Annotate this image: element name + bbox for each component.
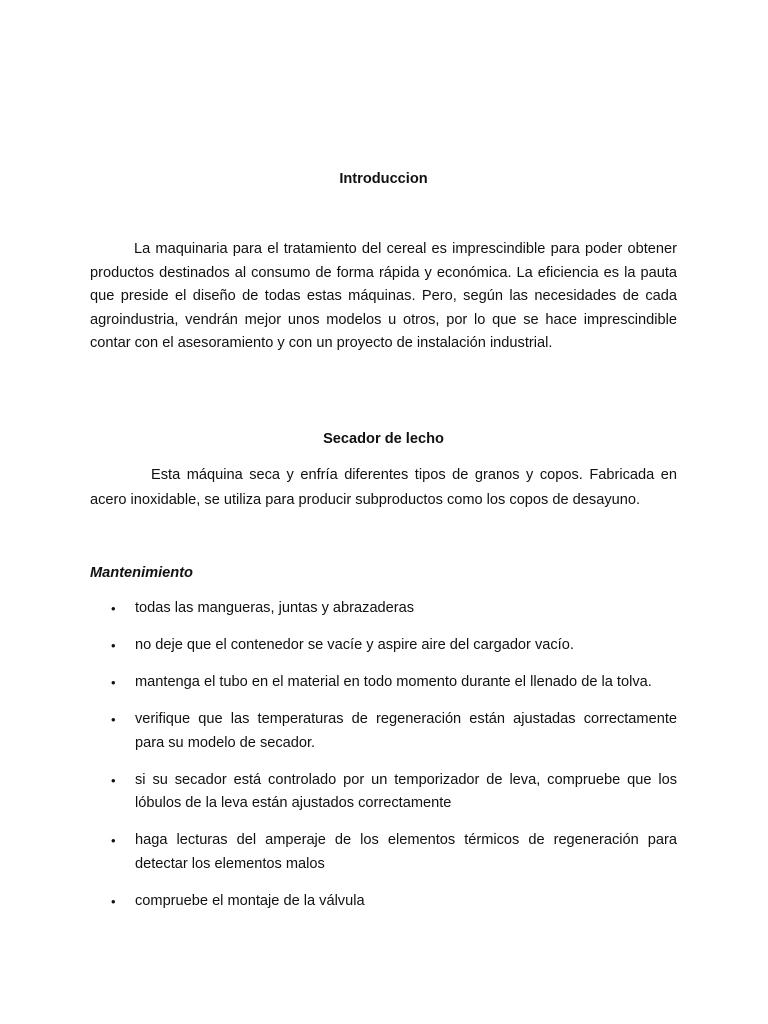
- bullet-icon: •: [111, 601, 116, 616]
- list-item: [90, 634, 677, 658]
- bullet-icon: •: [111, 772, 116, 788]
- bullet-icon: •: [111, 675, 116, 690]
- bullet-icon: •: [111, 833, 116, 848]
- list-item: [90, 597, 677, 621]
- list-item-text: verifique que las temperaturas de regeneración están ajustadas correctamente para su modelo de secador.: [135, 711, 677, 751]
- list-item-text: todas las mangueras, juntas y abrazaderas: [135, 600, 415, 616]
- introduction-title: Introduccion: [339, 171, 428, 187]
- bullet-icon: •: [111, 893, 116, 909]
- list-item-text: compruebe el montaje de la válvula: [135, 892, 365, 909]
- bullet-icon: •: [111, 712, 116, 727]
- mantenimiento-list: [90, 597, 677, 927]
- list-item: [90, 769, 677, 816]
- mantenimiento-title: Mantenimiento: [90, 565, 193, 581]
- introduction-paragraph: La maquinaria para el tratamiento del cereal es imprescindible para poder obtener productos destinados al consumo de forma rápida y económica. La eficiencia es la pauta que preside el diseño de todas estas máquinas. Pero, según las necesidades de cada agroindustria, vendrán mejor unos modelos u otros, por lo que se hace imprescindible contar con el asesoramiento y con un proyecto de instalación industrial.: [90, 241, 677, 351]
- list-item: [90, 890, 677, 914]
- list-item-text: no deje que el contenedor se vacíe y aspire aire del cargador vacío.: [135, 637, 574, 653]
- list-item-text: si su secador está controlado por un temporizador de leva, compruebe que los lóbulos de la leva están ajustados correctamente: [135, 771, 677, 811]
- list-item: [90, 671, 677, 695]
- secador-title: Secador de lecho: [323, 431, 444, 447]
- list-item: [90, 829, 677, 876]
- list-item-text: mantenga el tubo en el material en todo momento durante el llenado de la tolva.: [135, 674, 652, 690]
- list-item: [90, 708, 677, 755]
- bullet-icon: •: [111, 638, 116, 653]
- list-item-text: haga lecturas del amperaje de los elementos térmicos de regeneración para detectar los elementos malos: [135, 832, 677, 872]
- secador-paragraph: Esta máquina seca y enfría diferentes tipos de granos y copos. Fabricada en acero inoxidable, se utiliza para producir subproductos como los copos de desayuno.: [90, 467, 677, 508]
